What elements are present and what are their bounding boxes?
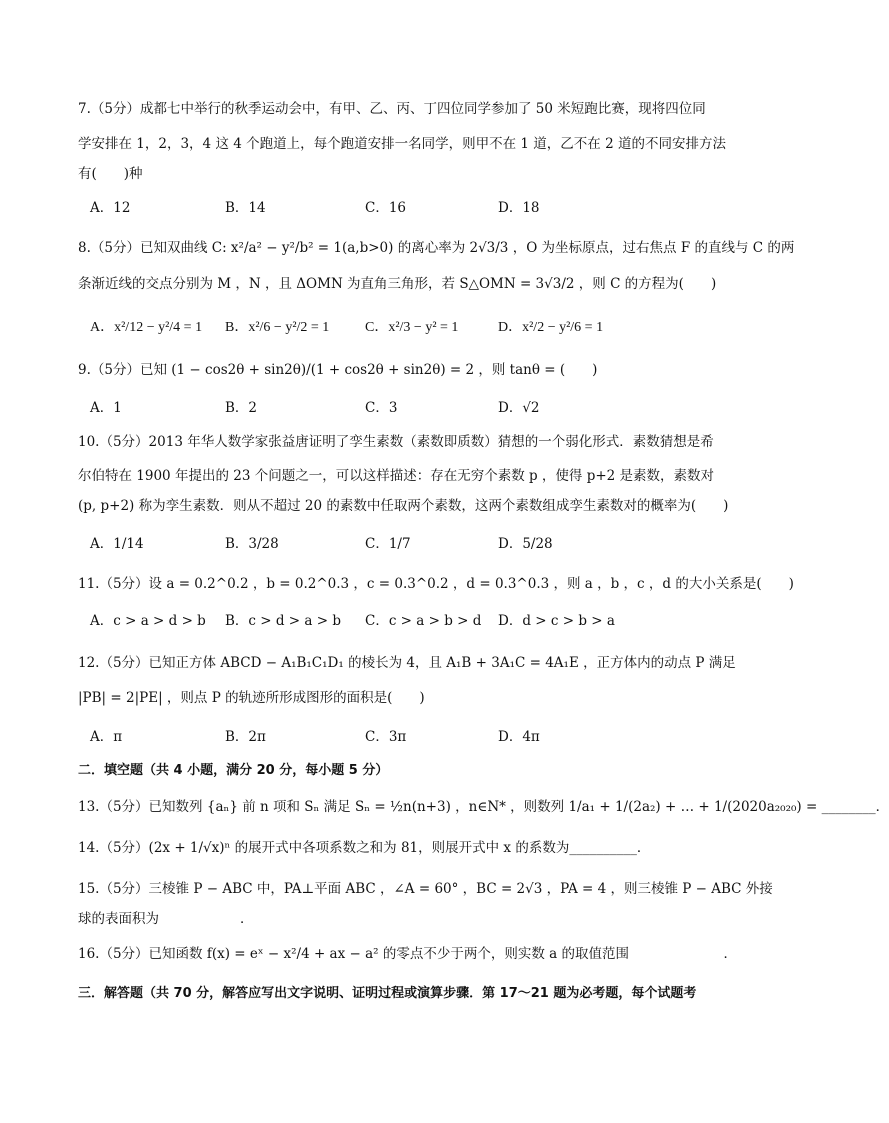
- option-b: B．3/28: [225, 536, 279, 552]
- option-a: A．x²/12 − y²/4 = 1: [90, 320, 203, 335]
- question-15-line-2: 球的表面积为 ．: [78, 911, 254, 927]
- question-7-line-2: 学安排在 1，2，3，4 这 4 个跑道上，每个跑道安排一名同学，则甲不在 1 道，乙不在 2 道的不同安排方法: [78, 136, 726, 152]
- question-12-line-1: 12.（5分）已知正方体 ABCD − A₁B₁C₁D₁ 的棱长为 4，且 A₁B + 3A₁C = 4A₁E ，正方体内的动点 P 满足: [78, 655, 736, 671]
- option-c: C．c > a > b > d: [365, 613, 482, 629]
- option-b: B．2π: [225, 729, 266, 745]
- question-12-line-2: |PB| = 2|PE| ，则点 P 的轨迹所形成图形的面积是( ): [78, 690, 425, 706]
- question-10-line-1: 10.（5分）2013 年华人数学家张益唐证明了孪生素数（素数即质数）猜想的一个弱化形式．素数猜想是希: [78, 434, 714, 450]
- option-a: A．c > a > d > b: [90, 613, 206, 629]
- option-d: D．4π: [498, 729, 540, 745]
- option-d: D．18: [498, 200, 540, 216]
- option-d: D．d > c > b > a: [498, 613, 615, 629]
- option-a: A．12: [90, 200, 131, 216]
- option-d: D．5/28: [498, 536, 553, 552]
- option-c: C．3: [365, 400, 398, 416]
- option-b: B．2: [225, 400, 258, 416]
- option-c: C．16: [365, 200, 407, 216]
- question-15-line-1: 15.（5分）三棱锥 P − ABC 中，PA⊥平面 ABC ，∠A = 60° ，BC = 2√3 ，PA = 4 ，则三棱锥 P − ABC 外接: [78, 881, 773, 897]
- option-c: C．x²/3 − y² = 1: [365, 320, 459, 335]
- question-10-line-2: 尔伯特在 1900 年提出的 23 个问题之一，可以这样描述：存在无穷个素数 p ，使得 p+2 是素数，素数对: [78, 468, 715, 484]
- question-16: 16.（5分）已知函数 f(x) = eˣ − x²/4 + ax − a² 的零点不少于两个，则实数 a 的取值范围 ．: [78, 946, 737, 962]
- option-c: C．1/7: [365, 536, 411, 552]
- question-10-line-3: (p, p+2) 称为孪生素数．则从不超过 20 的素数中任取两个素数，这两个素数组成孪生素数对的概率为( ): [78, 498, 729, 514]
- question-7-line-3: 有( )种: [78, 166, 143, 182]
- option-d: D．x²/2 − y²/6 = 1: [498, 320, 604, 335]
- section-2-heading: 二．填空题（共 4 小题，满分 20 分，每小题 5 分）: [78, 763, 389, 778]
- question-13: 13.（5分）已知数列 {aₙ} 前 n 项和 Sₙ 满足 Sₙ = ½n(n+3) ，n∈N* ，则数列 1/a₁ + 1/(2a₂) + … + 1/(2020a₂₀₂₀) = ________．: [78, 799, 889, 815]
- question-8-line-1: 8.（5分）已知双曲线 C: x²/a² − y²/b² = 1(a,b>0) 的离心率为 2√3/3 ，O 为坐标原点，过右焦点 F 的直线与 C 的两: [78, 240, 795, 256]
- question-7-line-1: 7.（5分）成都七中举行的秋季运动会中，有甲、乙、丙、丁四位同学参加了 50 米短跑比赛，现将四位同: [78, 101, 706, 117]
- option-a: A．π: [90, 729, 123, 745]
- option-c: C．3π: [365, 729, 407, 745]
- option-d: D．√2: [498, 400, 540, 416]
- question-8-line-2: 条渐近线的交点分别为 M ，N ，且 ΔOMN 为直角三角形，若 S△OMN = 3√3/2 ，则 C 的方程为( ): [78, 276, 717, 292]
- option-a: A．1/14: [90, 536, 144, 552]
- question-14: 14.（5分）(2x + 1/√x)ⁿ 的展开式中各项系数之和为 81，则展开式中 x 的系数为__________．: [78, 840, 651, 856]
- option-b: B．14: [225, 200, 266, 216]
- option-b: B．x²/6 − y²/2 = 1: [225, 320, 330, 335]
- option-a: A．1: [90, 400, 122, 416]
- question-11-line-1: 11.（5分）设 a = 0.2^0.2 ，b = 0.2^0.3 ，c = 0.3^0.2 ，d = 0.3^0.3 ，则 a ，b ，c ，d 的大小关系是( ): [78, 576, 794, 592]
- question-9-line-1: 9.（5分）已知 (1 − cos2θ + sin2θ)/(1 + cos2θ + sin2θ) = 2 ，则 tanθ = ( ): [78, 362, 598, 378]
- option-b: B．c > d > a > b: [225, 613, 341, 629]
- section-3-heading: 三．解答题（共 70 分，解答应写出文字说明、证明过程或演算步骤．第 17～21 题为必考题，每个试题考: [78, 986, 697, 1001]
